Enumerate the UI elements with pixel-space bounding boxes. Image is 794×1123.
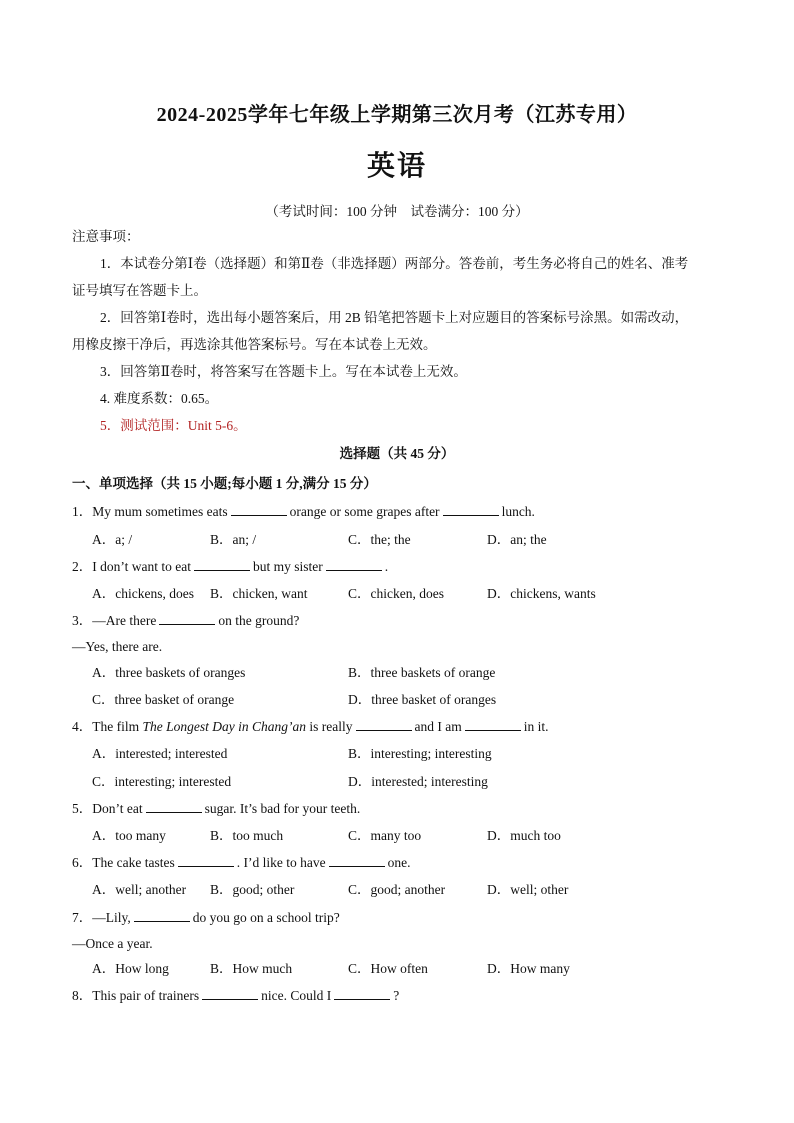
question-4 (72, 718, 549, 736)
option-b: B．interesting; interesting (348, 746, 492, 761)
question-3 (72, 612, 299, 630)
question-text: 6．The cake tastes (72, 855, 175, 870)
question-text: . I’d like to have (236, 855, 326, 870)
question-text: is really (309, 719, 353, 734)
option-a: A．three baskets of oranges (92, 665, 246, 680)
option-c: C．many too (348, 828, 422, 843)
question-text: 7．—Lily, (72, 910, 131, 925)
question-6 (72, 854, 410, 872)
question-text: orange or some grapes after (289, 504, 440, 519)
note-3: 3．回答第Ⅱ卷时，将答案写在答题卡上。写在本试卷上无效。 (100, 364, 467, 379)
notes-heading: 注意事项： (72, 229, 140, 244)
question-text: one. (387, 855, 411, 870)
option-d: D．much too (487, 828, 561, 843)
question-text: 2．I don’t want to eat (72, 559, 191, 574)
option-a: A．well; another (92, 882, 187, 897)
answer-blank (231, 503, 287, 516)
option-c: C．three basket of orange (92, 692, 235, 707)
option-a: A．too many (92, 828, 166, 843)
option-a: A．How long (92, 961, 169, 976)
option-b: B．chicken, want (210, 586, 308, 601)
option-d: D．interested; interesting (348, 774, 488, 789)
note-2-line-1: 2．回答第Ⅰ卷时，选出每小题答案后，用 2B 铅笔把答题卡上对应题目的答案标号涂黑。如需改动， (100, 310, 689, 325)
question-text: nice. Could I (261, 988, 332, 1003)
question-2 (72, 558, 388, 576)
question-text: 1．My mum sometimes eats (72, 504, 228, 519)
subject-title: 英语 (366, 151, 427, 182)
option-d: D．three basket of oranges (348, 692, 497, 707)
question-text: 4．The film (72, 719, 140, 734)
note-1-line-1: 1．本试卷分第Ⅰ卷（选择题）和第Ⅱ卷（非选择题）两部分。答卷前，考生务必将自己的姓名、准考 (100, 256, 689, 271)
option-a: A．a; / (92, 532, 133, 547)
option-b: B．three baskets of orange (348, 665, 496, 680)
option-b: B．How much (210, 961, 293, 976)
answer-blank (329, 854, 385, 867)
question-5 (72, 800, 360, 818)
question-text: 3．—Are there (72, 613, 157, 628)
answer-blank (326, 558, 382, 571)
answer-blank (159, 612, 215, 625)
option-c: C．How often (348, 961, 428, 976)
note-4: 4. 难度系数：0.65。 (100, 391, 219, 406)
answer-blank (356, 718, 412, 731)
note-5: 5．测试范围：Unit 5-6。 (100, 418, 247, 433)
option-b: B．too much (210, 828, 284, 843)
answer-blank (178, 854, 234, 867)
question-text: ? (393, 988, 400, 1003)
option-c: C．the; the (348, 532, 411, 547)
option-d: D．an; the (487, 532, 547, 547)
option-d: D．chickens, wants (487, 586, 596, 601)
question-text: 8．This pair of trainers (72, 988, 200, 1003)
question-text: lunch. (501, 504, 535, 519)
question-text: 5．Don’t eat (72, 801, 143, 816)
answer-blank (202, 987, 258, 1000)
option-b: B．an; / (210, 532, 257, 547)
answer-blank (146, 800, 202, 813)
answer-blank (443, 503, 499, 516)
question-7 (72, 909, 340, 927)
answer-blank (465, 718, 521, 731)
option-c: C．good; another (348, 882, 446, 897)
option-b: B．good; other (210, 882, 295, 897)
part-1-heading: 一、单项选择（共 15 小题;每小题 1 分,满分 15 分） (72, 476, 377, 491)
question-text: do you go on a school trip? (192, 910, 340, 925)
question-text: . (384, 559, 389, 574)
question-text: on the ground? (218, 613, 300, 628)
note-1-line-2: 证号填写在答题卡上。 (72, 283, 207, 298)
note-2-line-2: 用橡皮擦干净后，再选涂其他答案标号。写在本试卷上无效。 (72, 337, 437, 352)
question-1 (72, 503, 535, 521)
question-8 (72, 987, 399, 1005)
section-title: 选择题（共 45 分） (339, 446, 455, 461)
option-c: C．interesting; interested (92, 774, 232, 789)
option-c: C．chicken, does (348, 586, 444, 601)
answer-blank (134, 909, 190, 922)
option-d: D．How many (487, 961, 570, 976)
exam-info: （考试时间：100 分钟 试卷满分：100 分） (265, 204, 529, 219)
question-text: and I am (414, 719, 462, 734)
exam-title: 2024-2025学年七年级上学期第三次月考（江苏专用） (156, 104, 638, 126)
question-text: but my sister (252, 559, 323, 574)
question-text: in it. (523, 719, 549, 734)
dialogue-answer: —Once a year. (72, 936, 153, 951)
dialogue-answer: —Yes, there are. (72, 639, 163, 654)
answer-blank (334, 987, 390, 1000)
option-d: D．well; other (487, 882, 569, 897)
film-title: The Longest Day in Chang’an (142, 719, 306, 734)
option-a: A．interested; interested (92, 746, 228, 761)
option-a: A．chickens, does (92, 586, 194, 601)
answer-blank (194, 558, 250, 571)
question-text: sugar. It’s bad for your teeth. (204, 801, 361, 816)
